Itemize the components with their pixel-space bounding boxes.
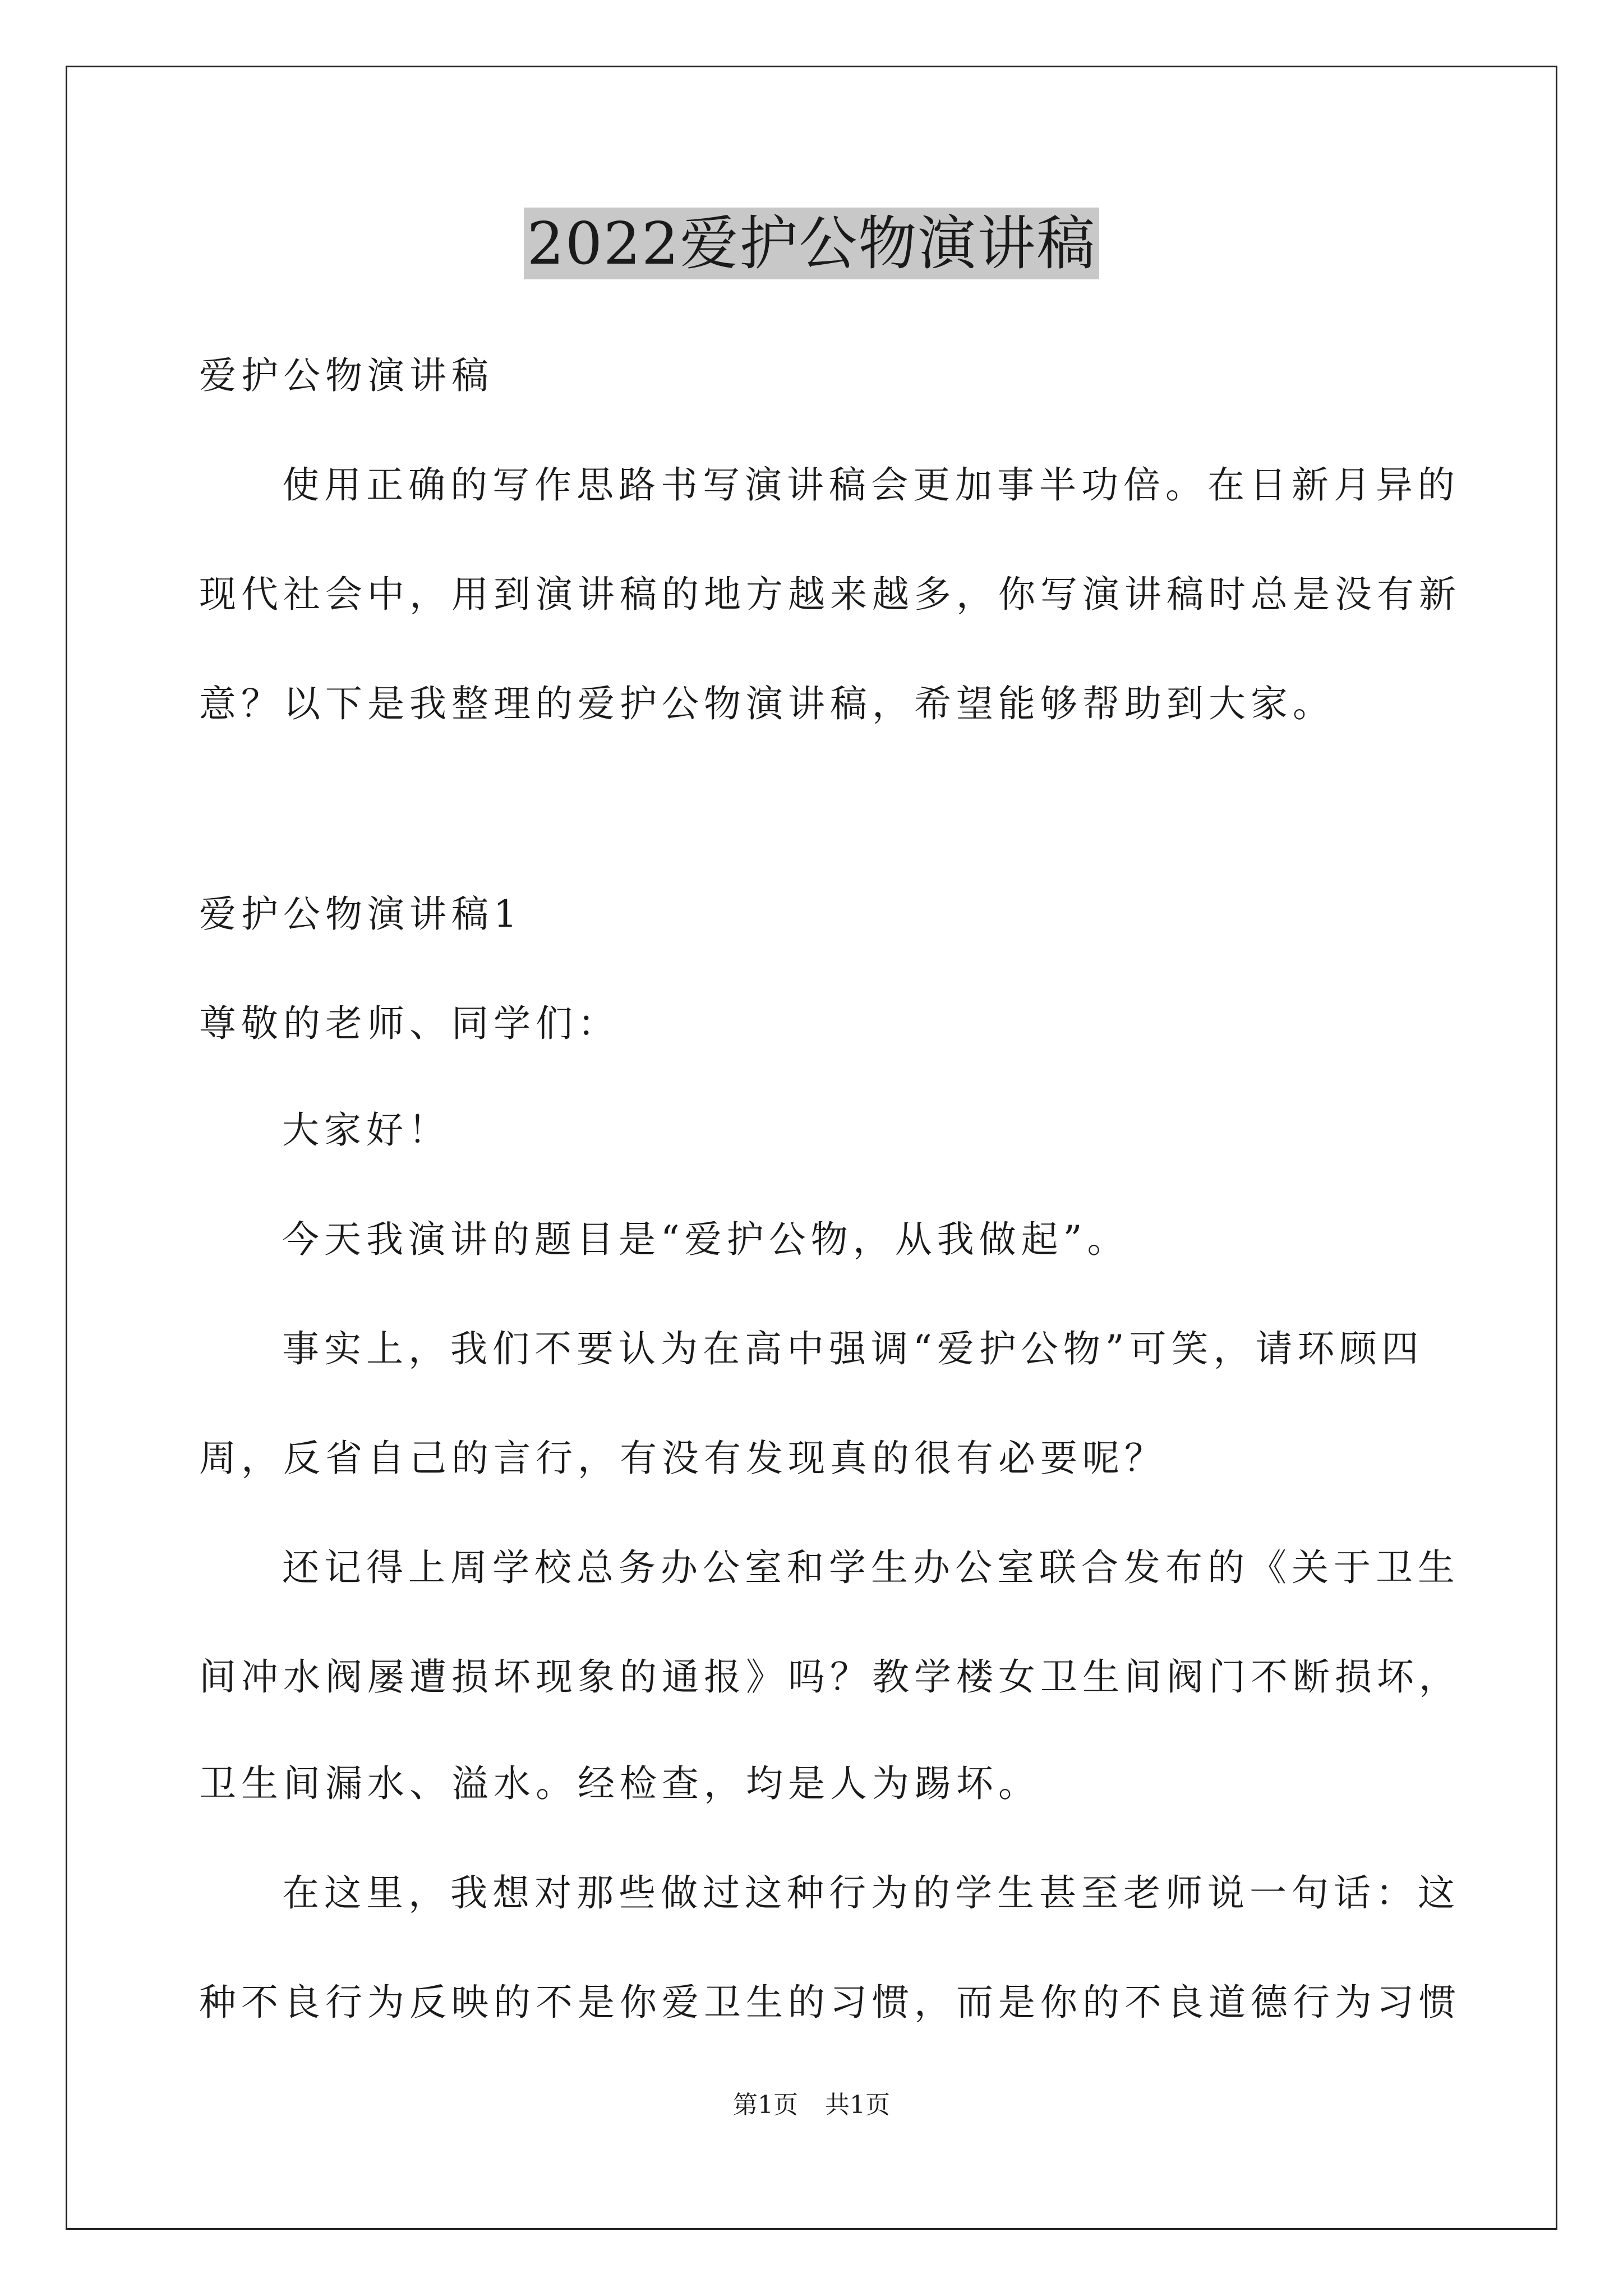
- document-title: 2022爱护公物演讲稿: [524, 208, 1100, 279]
- paragraph-line: 周，反省自己的言行，有没有发现真的很有必要呢？: [199, 1437, 1166, 1480]
- paragraph-line: 使用正确的写作思路书写演讲稿会更加事半功倍。在日新月异的: [282, 463, 1460, 507]
- section-heading: 爱护公物演讲稿: [199, 354, 494, 397]
- paragraph-line: 在这里，我想对那些做过这种行为的学生甚至老师说一句话：这: [282, 1871, 1460, 1915]
- paragraph-line: 还记得上周学校总务办公室和学生办公室联合发布的《关于卫生: [282, 1546, 1460, 1589]
- page-footer: [0, 2090, 1623, 2121]
- paragraph-line: 现代社会中，用到演讲稿的地方越来越多，你写演讲稿时总是没有新: [199, 573, 1461, 616]
- page-total: 共1页: [825, 2091, 890, 2119]
- paragraph-line: 事实上，我们不要认为在高中强调“爱护公物”可笑，请环顾四: [282, 1327, 1424, 1370]
- paragraph-line: 今天我演讲的题目是“爱护公物，从我做起”。: [282, 1218, 1129, 1261]
- salutation: 尊敬的老师、同学们：: [199, 1002, 620, 1045]
- title-container: [0, 208, 1623, 279]
- greeting: 大家好！: [282, 1108, 450, 1152]
- section-heading: 爱护公物演讲稿1: [199, 892, 522, 936]
- paragraph-line: 种不良行为反映的不是你爱卫生的习惯，而是你的不良道德行为习惯: [199, 1981, 1461, 2024]
- paragraph-line: 卫生间漏水、溢水。经检查，均是人为踢坏。: [199, 1762, 1040, 1805]
- paragraph-line: 间冲水阀屡遭损坏现象的通报》吗？教学楼女卫生间阀门不断损坏，: [199, 1655, 1461, 1699]
- page-number: 第1页: [733, 2091, 798, 2119]
- paragraph-line: 意？以下是我整理的爱护公物演讲稿，希望能够帮助到大家。: [199, 682, 1335, 725]
